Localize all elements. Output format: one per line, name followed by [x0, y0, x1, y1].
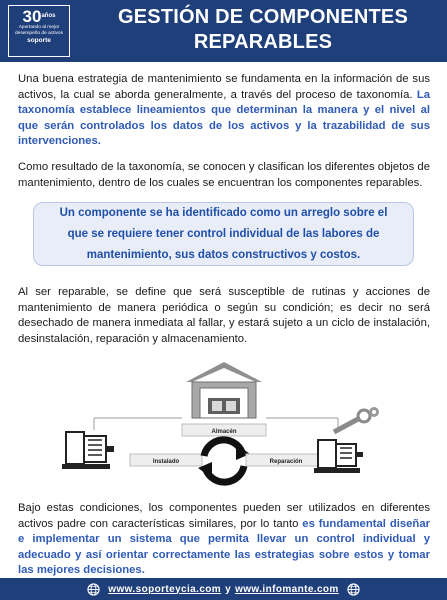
globe-icon	[87, 583, 100, 596]
logo-anniversary: $30^{años}$	[22, 7, 56, 26]
storage-label: Almacén	[211, 429, 237, 435]
intro-highlight: La taxonomía establece lineamientos que determinan la manera y el nivel al que serán controlados los datos de los activos y la trazabilidad de sus intervenciones.	[18, 88, 430, 148]
definition-callout	[33, 202, 414, 266]
repair-label: Reparación	[269, 459, 303, 465]
title-line-2: REPARABLES	[193, 31, 333, 53]
footer-link-infomante[interactable]: www.infomante.com	[235, 583, 339, 595]
classification-paragraph: Como resultado de la taxonomía, se conocen y clasifican los diferentes objetos de mantenimiento, dentro de los cuales se encuentran los componentes reparables.	[18, 161, 430, 189]
motor-icon	[62, 432, 114, 469]
globe-icon	[347, 583, 360, 596]
intro-text: Una buena estrategia de mantenimiento se fundamenta en la información de sus activos, la cual se aborda generalmente, a través del proceso de taxonomía.	[18, 73, 430, 101]
installed-label: Instalado	[152, 459, 180, 465]
motor-icon	[314, 440, 363, 473]
wrench-icon	[334, 407, 379, 432]
repairable-paragraph: Al ser reparable, se define que será susceptible de rutinas y acciones de mantenimiento de manera periódica o según su condición; es decir no será desechado de manera inmediata al fallar, y estará sujeto a un ciclo de instalación, desinstalación, reparación y almacenamiento.	[18, 286, 430, 345]
header-banner	[0, 0, 447, 62]
conclusion-paragraph	[18, 501, 430, 579]
intro-paragraph	[18, 72, 430, 150]
logo-tagline-2: desempeño de activos	[15, 30, 63, 36]
title-line-1: GESTIÓN DE COMPONENTES	[118, 6, 408, 28]
logo-tagline-1: Aportando al mejor	[18, 25, 60, 30]
conclusion-text: Bajo estas condiciones, los componentes pueden ser utilizados en diferentes activos padre con características similares, por lo tanto	[18, 502, 430, 530]
repair-cycle-diagram	[50, 360, 397, 490]
logo-brand: soporte	[27, 37, 51, 45]
cycle-arrows-icon	[198, 440, 250, 482]
company-logo	[8, 5, 70, 57]
page-title	[88, 5, 438, 55]
footer-connector: y	[225, 583, 232, 595]
footer-bar	[0, 578, 447, 600]
conclusion-highlight: es fundamental diseñar e implementar un sistema que permita llevar un control individual y adecuado y así orientar correctamente las estrategias sobre estos y tomar las mejores decisiones.	[18, 517, 430, 577]
warehouse-icon	[186, 362, 262, 418]
footer-link-soporteycia[interactable]: www.soporteycia.com	[108, 583, 222, 595]
callout-text: Un componente se ha identificado como un arreglo sobre el que se requiere tener control individual de las labores de mantenimiento, sus datos constructivos y costos.	[59, 206, 388, 261]
